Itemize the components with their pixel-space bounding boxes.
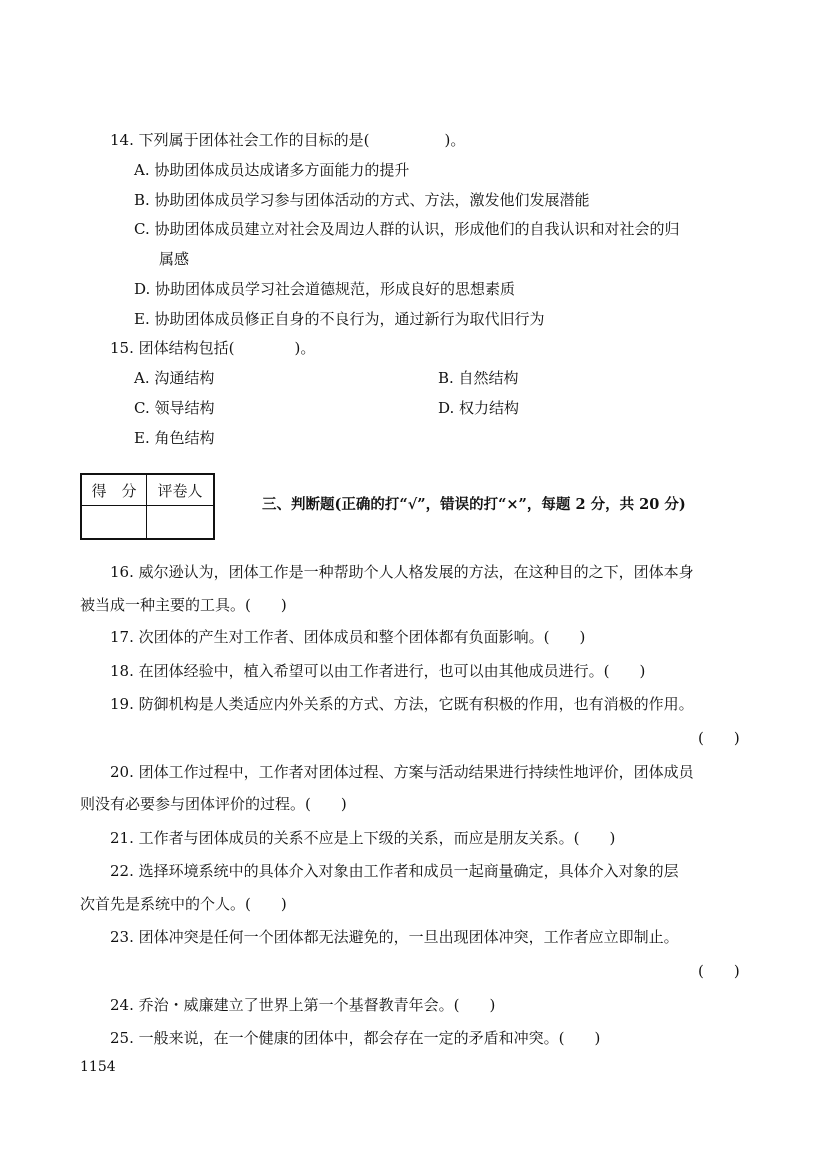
q15-option-b: B. 自然结构 [438,369,519,387]
q14-option-b: B. 协助团体成员学习参与团体活动的方式、方法，激发他们发展潜能 [134,191,590,209]
q20-line1: 20. 团体工作过程中，工作者对团体过程、方案与活动结果进行持续性地评价，团体成员 [110,763,694,781]
q20-line2: 则没有必要参与团体评价的过程。( ) [80,795,347,813]
score-cell [81,506,147,540]
q22-line1: 22. 选择环境系统中的具体介入对象由工作者和成员一起商量确定，具体介入对象的层 [110,862,679,880]
q15-option-a: A. 沟通结构 [134,369,215,387]
q15-option-c: C. 领导结构 [134,399,215,417]
q14-option-c: C. 协助团体成员建立对社会及周边人群的认识，形成他们的自我认识和对社会的归 [134,220,680,238]
q16-line1: 16. 威尔逊认为，团体工作是一种帮助个人人格发展的方法，在这种目的之下，团体本身 [110,563,694,581]
q14-option-c-cont: 属感 [159,250,190,268]
q18: 18. 在团体经验中，植入希望可以由工作者进行，也可以由其他成员进行。( ) [110,662,646,680]
q14-stem: 14. 下列属于团体社会工作的目标的是( )。 [110,131,466,149]
q24: 24. 乔治・威廉建立了世界上第一个基督教青年会。( ) [110,996,496,1014]
q19: 19. 防御机构是人类适应内外关系的方式、方法，它既有积极的作用，也有消极的作用。 [110,695,694,713]
q25: 25. 一般来说，在一个健康的团体中，都会存在一定的矛盾和冲突。( ) [110,1029,601,1047]
q14-option-d: D. 协助团体成员学习社会道德规范，形成良好的思想素质 [134,280,516,298]
q23-paren: ( ) [698,962,740,980]
q15-option-d: D. 权力结构 [438,399,520,417]
q14-option-a: A. 协助团体成员达成诸多方面能力的提升 [134,161,410,179]
score-box [80,473,215,540]
q22-line2: 次首先是系统中的个人。( ) [80,895,287,913]
q15-stem: 15. 团体结构包括( )。 [110,339,316,357]
q14-option-e: E. 协助团体成员修正自身的不良行为，通过新行为取代旧行为 [134,310,545,328]
q15-option-e: E. 角色结构 [134,429,215,447]
grader-cell [147,506,215,540]
section3-title: 三、判断题(正确的打“√”，错误的打“×”，每题 2 分，共 20 分) [262,496,686,513]
q23: 23. 团体冲突是任何一个团体都无法避免的，一旦出现团体冲突，工作者应立即制止。 [110,928,679,946]
q21: 21. 工作者与团体成员的关系不应是上下级的关系，而应是朋友关系。( ) [110,829,616,847]
score-header: 得 分 [81,474,147,506]
q17: 17. 次团体的产生对工作者、团体成员和整个团体都有负面影响。( ) [110,628,586,646]
page-number: 1154 [80,1059,116,1075]
grader-header: 评卷人 [147,474,215,506]
q16-line2: 被当成一种主要的工具。( ) [80,596,287,614]
q19-paren: ( ) [698,729,740,747]
